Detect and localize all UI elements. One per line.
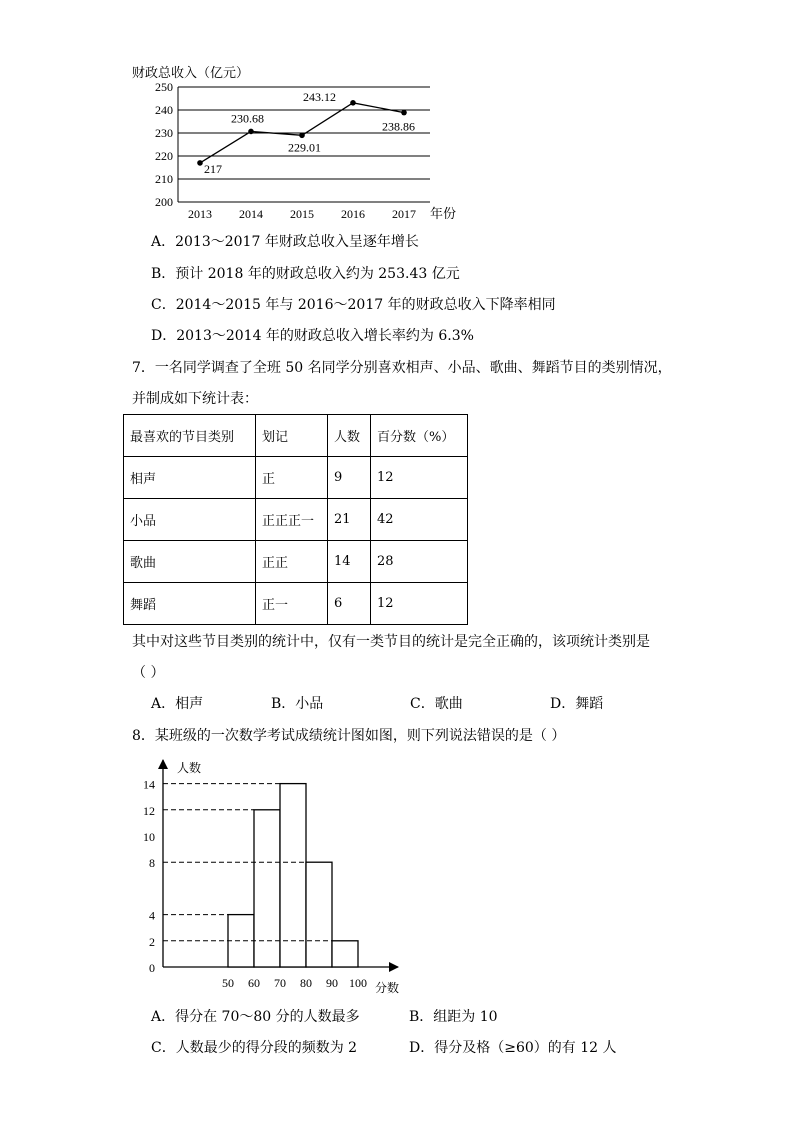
table-row — [124, 583, 468, 625]
x-tick-label: 2014 — [239, 207, 263, 221]
y-tick-label: 4 — [149, 908, 155, 923]
histogram-bar — [306, 862, 332, 967]
q6-option-a[interactable]: A．2013～2017 年财政总收入呈逐年增长 — [151, 234, 419, 250]
x-tick-label: 2016 — [341, 207, 365, 221]
q8-option-b[interactable]: B．组距为 10 — [409, 1009, 498, 1025]
q6-option-c[interactable]: C．2014～2015 年与 2016～2017 年的财政总收入下降率相同 — [151, 297, 556, 313]
y-tick-label: 210 — [155, 172, 173, 186]
histogram-bar — [254, 810, 280, 967]
x-tick-label: 2015 — [290, 207, 314, 221]
q6-option-b[interactable]: B．预计 2018 年的财政总收入约为 253.43 亿元 — [151, 266, 460, 282]
table-cell: 42 — [371, 499, 468, 541]
table-row — [124, 499, 468, 541]
table-cell: 小品 — [124, 499, 256, 541]
q7-option-a[interactable]: A．相声 — [151, 696, 204, 712]
stat-table — [123, 414, 468, 625]
data-point — [350, 100, 356, 106]
table-cell: 正 — [256, 457, 328, 499]
table-header-cell: 划记 — [256, 415, 328, 457]
table-cell: 歌曲 — [124, 541, 256, 583]
histogram-chart — [130, 752, 430, 1002]
data-point — [401, 110, 407, 116]
y-tick-label: 240 — [155, 103, 173, 117]
x-tick-label: 90 — [326, 976, 338, 990]
q7-question-line1: 其中对这些节目类别的统计中，仅有一类节目的统计是完全正确的，该项统计类别是 — [132, 634, 650, 650]
table-cell: 相声 — [124, 457, 256, 499]
table-cell: 28 — [371, 541, 468, 583]
table-cell: 舞蹈 — [124, 583, 256, 625]
table-cell: 正一 — [256, 583, 328, 625]
q7-option-d[interactable]: D．舞蹈 — [550, 696, 604, 712]
y-tick-label: 200 — [155, 195, 173, 209]
x-tick-label: 60 — [248, 976, 260, 990]
x-tick-label: 50 — [222, 976, 234, 990]
q7-question-line2: （ ） — [132, 665, 165, 681]
y-axis-title: 人数 — [177, 761, 202, 775]
table-cell: 21 — [328, 499, 371, 541]
table-cell: 6 — [328, 583, 371, 625]
data-label: 243.12 — [303, 89, 336, 104]
table-cell: 正正正一 — [256, 499, 328, 541]
table-cell: 正正 — [256, 541, 328, 583]
table-cell: 14 — [328, 541, 371, 583]
table-header-cell: 最喜欢的节目类别 — [124, 415, 256, 457]
y-tick-label: 10 — [143, 830, 155, 844]
table-cell: 12 — [371, 583, 468, 625]
table-header-cell: 百分数（%） — [371, 415, 468, 457]
table-row — [124, 541, 468, 583]
q8-option-d[interactable]: D．得分及格（≥60）的有 12 人 — [409, 1040, 617, 1056]
table-header-cell: 人数 — [328, 415, 371, 457]
q7-stem-line2: 并制成如下统计表： — [132, 391, 258, 407]
table-header-row — [124, 415, 468, 457]
data-point — [248, 129, 254, 135]
q8-stem: 8．某班级的一次数学考试成绩统计图如图，则下列说法错误的是（ ） — [132, 728, 566, 744]
y-tick-label: 14 — [143, 777, 155, 792]
table-cell: 12 — [371, 457, 468, 499]
x-tick-label: 2013 — [188, 207, 212, 221]
q8-option-a[interactable]: A．得分在 70～80 分的人数最多 — [151, 1009, 360, 1025]
q7-stem-line1: 7．一名同学调查了全班 50 名同学分别喜欢相声、小品、歌曲、舞蹈节目的类别情况， — [132, 360, 672, 376]
data-label: 229.01 — [288, 140, 321, 155]
table-row — [124, 457, 468, 499]
line-chart — [130, 78, 470, 223]
x-tick-label: 80 — [300, 976, 312, 990]
y-tick-label: 8 — [149, 856, 155, 871]
chart1-xlabel: 年份 — [430, 207, 457, 222]
x-tick-label: 100 — [349, 976, 367, 990]
y-tick-label: 12 — [143, 803, 155, 818]
q7-option-b[interactable]: B．小品 — [271, 696, 324, 712]
y-tick-label: 230 — [155, 126, 173, 140]
histogram-bar — [332, 941, 358, 967]
y-tick-label: 220 — [155, 149, 173, 163]
q7-option-c[interactable]: C．歌曲 — [410, 696, 463, 712]
q8-option-c[interactable]: C．人数最少的得分段的频数为 2 — [151, 1040, 358, 1056]
data-point — [197, 160, 203, 166]
y-tick-label: 2 — [149, 934, 155, 949]
data-point — [299, 132, 305, 138]
x-tick-label: 2017 — [392, 207, 416, 221]
histogram-bar — [280, 784, 306, 967]
table-cell: 9 — [328, 457, 371, 499]
q6-option-d[interactable]: D．2013～2014 年的财政总收入增长率约为 6.3% — [151, 328, 474, 344]
data-label: 217 — [204, 161, 222, 176]
y-tick-label: 250 — [155, 80, 173, 94]
y-tick-label: 0 — [149, 961, 155, 975]
chart1-ylabel: 财政总收入（亿元） — [132, 66, 250, 81]
x-axis-title: 分数 — [375, 981, 400, 995]
data-label: 238.86 — [382, 119, 415, 134]
data-label: 230.68 — [231, 111, 264, 126]
x-tick-label: 70 — [274, 976, 286, 990]
